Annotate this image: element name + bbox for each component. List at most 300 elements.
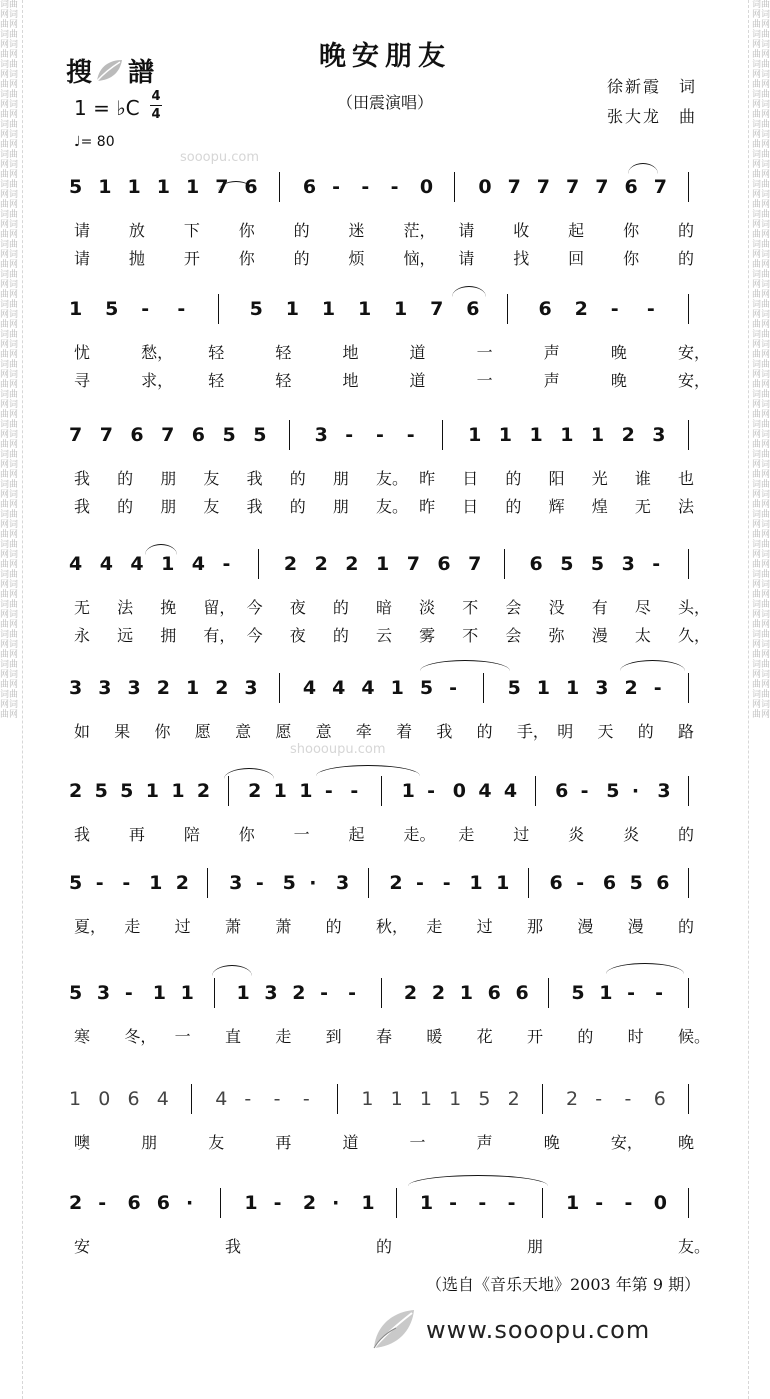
lyric-word: 夜 — [289, 626, 306, 645]
note: - — [332, 176, 341, 198]
lyric-word: 迷 — [348, 221, 365, 240]
note: 5 — [606, 780, 620, 802]
note: 3 — [264, 982, 278, 1004]
website-footer — [370, 1308, 650, 1352]
note: 1 — [98, 176, 112, 198]
source-note: （选自《音乐天地》2003 年第 9 期） — [426, 1275, 701, 1294]
note: 2 — [431, 982, 446, 1004]
bar-line — [528, 868, 529, 898]
note: 2 — [302, 1192, 317, 1214]
note: 1 — [127, 176, 141, 198]
note: - — [478, 1192, 487, 1214]
note: 6 — [156, 1192, 170, 1214]
lyric-word: 走 — [124, 917, 141, 936]
bar-line — [228, 776, 229, 806]
time-signature-top: 4 — [151, 89, 161, 104]
lyric-word: 的 — [577, 1027, 594, 1046]
note: - — [416, 872, 424, 894]
lyric-word: 夏， — [74, 917, 107, 936]
lyric-word: 路 — [678, 722, 695, 741]
bar-line — [535, 776, 536, 806]
lyric-word: 直 — [225, 1027, 242, 1046]
bar-line — [542, 1084, 543, 1114]
note: 1 — [145, 780, 159, 802]
note: 1 — [401, 780, 415, 802]
lyric-word: 一 — [476, 343, 493, 362]
note: 0 — [98, 1088, 111, 1110]
note: - — [361, 176, 370, 198]
note: 5 — [590, 553, 605, 575]
note: 0 — [452, 780, 466, 802]
lyric-word: 过 — [174, 917, 191, 936]
note: 4 — [478, 780, 492, 802]
note: 2 — [292, 982, 306, 1004]
lyric-word: 阳 — [548, 469, 565, 488]
lyric-word: 我 — [436, 722, 453, 741]
lyric-word: 收 — [513, 221, 530, 240]
lyric-word: 无 — [634, 497, 651, 516]
note: - — [449, 1192, 457, 1214]
note: - — [273, 1192, 282, 1214]
note: 5 — [282, 872, 296, 894]
lyric-word: 你 — [623, 221, 640, 240]
note: 4 — [302, 677, 317, 699]
lyric-word: 我 — [74, 469, 91, 488]
logo-text-right: 譜 — [128, 58, 157, 88]
note: 6 — [515, 982, 529, 1004]
time-signature-bottom: 4 — [151, 107, 161, 122]
lyric-word: 拥 — [160, 626, 177, 645]
note: 6 — [549, 872, 563, 894]
lyric-word: 没 — [548, 598, 565, 617]
note: 4 — [69, 553, 83, 575]
lyric-word: 朋 — [160, 469, 177, 488]
note: - — [406, 424, 415, 446]
lyric-word: 求， — [141, 371, 174, 390]
note: 1 — [357, 298, 372, 320]
note: 6 — [653, 1088, 666, 1110]
note: 2 — [403, 982, 418, 1004]
side-watermark-right: 词曲网词曲网词曲网词曲网词曲网词曲网词曲网词曲网词曲网词曲网词曲网词曲网词曲网词曲网词曲网词曲网词曲网词曲网词曲网词曲网词曲网词曲网词曲网词曲网词曲网词曲网词曲网词曲网词曲网词曲网词曲网词曲网词曲网词曲网词曲网词曲网词曲网词曲网词曲网词曲网词曲网词曲网词曲网词曲网词曲网词曲网词曲网词曲网 — [752, 0, 770, 720]
note: 1 — [419, 1192, 434, 1214]
lyric-word: 到 — [325, 1027, 342, 1046]
lyric-word: 友 — [203, 469, 220, 488]
lyric-word: 漫 — [591, 626, 608, 645]
bar-line — [688, 172, 689, 202]
lyric-word: 萧 — [225, 917, 242, 936]
note: - — [610, 298, 619, 320]
lyric-word: 候。 — [678, 1027, 711, 1046]
note: 5 — [222, 424, 236, 446]
note: 3 — [335, 872, 350, 894]
lyric-word: 的 — [289, 469, 306, 488]
note: - — [244, 1088, 252, 1110]
lyric-word: 地 — [342, 371, 359, 390]
lyric-word: 如 — [74, 722, 91, 741]
note: 3 — [229, 872, 243, 894]
lyric-word: 昨 — [419, 469, 436, 488]
note: 5 — [105, 298, 119, 320]
lyric-word: 友。 — [376, 469, 409, 488]
bar-line — [381, 776, 382, 806]
note: 5 — [629, 872, 643, 894]
lyric-word: 我 — [246, 469, 263, 488]
note: 1 — [566, 1192, 580, 1214]
bar-line — [220, 1188, 221, 1218]
lyric-word: 我 — [246, 497, 263, 516]
lyric-word: 远 — [117, 626, 134, 645]
note: 7 — [536, 176, 551, 198]
note: 3 — [96, 982, 111, 1004]
note: 6 — [529, 553, 543, 575]
lyric-word: 时 — [627, 1027, 644, 1046]
lyric-word: 萧 — [275, 917, 292, 936]
note: - — [222, 553, 231, 575]
note: 1 — [185, 677, 200, 699]
note: 1 — [536, 677, 551, 699]
bar-line — [507, 294, 508, 324]
lyric-word: 友 — [203, 497, 220, 516]
note: 5 — [560, 553, 574, 575]
note: 7 — [69, 424, 83, 446]
lyric-word: 果 — [114, 722, 131, 741]
lyric-word: 也 — [678, 469, 695, 488]
bar-line — [542, 1188, 543, 1218]
bar-line — [548, 978, 549, 1008]
side-watermark-left: 词曲网词曲网词曲网词曲网词曲网词曲网词曲网词曲网词曲网词曲网词曲网词曲网词曲网词曲网词曲网词曲网词曲网词曲网词曲网词曲网词曲网词曲网词曲网词曲网词曲网词曲网词曲网词曲网词曲网词曲网词曲网词曲网词曲网词曲网词曲网词曲网词曲网词曲网词曲网词曲网词曲网词曲网词曲网词曲网词曲网词曲网词曲网词曲网 — [0, 0, 18, 720]
note: 1 — [590, 424, 605, 446]
note: - — [348, 982, 356, 1004]
note: 4 — [503, 780, 518, 802]
lyric-word: 走 — [275, 1027, 292, 1046]
note: 4 — [361, 677, 375, 699]
note: 2 — [69, 780, 83, 802]
note: - — [122, 872, 131, 894]
note: 1 — [156, 176, 170, 198]
lyric-word: 一 — [293, 825, 310, 844]
lyric-word: 谁 — [634, 469, 651, 488]
note: - — [255, 872, 264, 894]
bar-line — [381, 978, 382, 1008]
lyric-word: 烦 — [348, 249, 365, 268]
lyric-word: 秋， — [376, 917, 409, 936]
note: 5 — [507, 677, 521, 699]
note: - — [350, 780, 359, 802]
lyric-word: 道 — [342, 1133, 359, 1152]
lyric-word: 起 — [348, 825, 365, 844]
lyric-word: 再 — [128, 825, 145, 844]
note: 0 — [653, 1192, 667, 1214]
note: - — [627, 982, 636, 1004]
tempo-value: = 80 — [80, 134, 115, 150]
note: - — [595, 1192, 604, 1214]
note: 6 — [538, 298, 552, 320]
lyric-word: 日 — [462, 469, 479, 488]
note: - — [141, 298, 150, 320]
watermark: sooopu.com — [180, 150, 260, 165]
note: 2 — [389, 872, 403, 894]
note: 6 — [302, 176, 317, 198]
note: 6 — [244, 176, 258, 198]
note: 1 — [361, 1192, 375, 1214]
note: 1 — [529, 424, 543, 446]
lyric-word: 下 — [183, 221, 200, 240]
lyric-word: 道 — [409, 371, 426, 390]
lyric-word: 太 — [634, 626, 651, 645]
bar-line — [454, 172, 455, 202]
lyric-word: 我 — [225, 1237, 242, 1256]
note: 1 — [419, 1088, 432, 1110]
note: 1 — [459, 982, 473, 1004]
note: 6 — [602, 872, 617, 894]
lyric-word: 有 — [591, 598, 608, 617]
note: 1 — [285, 298, 299, 320]
lyric-word: 牵 — [355, 722, 372, 741]
note: - — [442, 872, 451, 894]
note: 1 — [361, 1088, 374, 1110]
lyric-word: 弥 — [548, 626, 565, 645]
bar-line — [279, 673, 280, 703]
note: - — [580, 780, 589, 802]
lyric-word: 的 — [376, 1237, 393, 1256]
note: 1 — [69, 298, 83, 320]
lyric-word: 朋 — [160, 497, 177, 516]
note: 2 — [175, 872, 190, 894]
lyric-word: 请 — [74, 221, 91, 240]
note: 5 — [419, 677, 434, 699]
lyric-word: 尽 — [634, 598, 651, 617]
note: 1 — [599, 982, 613, 1004]
tempo-marking — [74, 134, 115, 150]
lyric-word: 你 — [238, 221, 255, 240]
note: 7 — [161, 424, 175, 446]
note: - — [427, 780, 436, 802]
lyric-word: 走 — [458, 825, 475, 844]
lyric-word: 明 — [557, 722, 574, 741]
lyric-word: 一 — [174, 1027, 191, 1046]
lyric-word: 的 — [678, 917, 695, 936]
quarter-note-icon: ♩ — [74, 134, 81, 150]
note: 1 — [498, 424, 513, 446]
lyric-word: 辉 — [548, 497, 565, 516]
lyric-word: 永 — [74, 626, 91, 645]
note: 2 — [215, 677, 229, 699]
note: 3 — [657, 780, 671, 802]
note: 4 — [130, 553, 144, 575]
lyric-word: 忧 — [74, 343, 91, 362]
note: 7 — [468, 553, 482, 575]
time-signature — [150, 90, 162, 121]
note: 5 — [69, 982, 83, 1004]
note: 3 — [621, 553, 635, 575]
lyric-word: 友 — [208, 1133, 225, 1152]
note: · — [185, 1192, 194, 1214]
note: - — [302, 1088, 310, 1110]
note: 2 — [621, 424, 635, 446]
note: 3 — [314, 424, 328, 446]
note: 2 — [314, 553, 328, 575]
lyric-word: 轻 — [208, 343, 225, 362]
note: 1 — [171, 780, 185, 802]
note: 1 — [69, 1088, 82, 1110]
note: - — [449, 677, 457, 699]
note: 5 — [478, 1088, 491, 1110]
bar-line — [368, 868, 369, 898]
lyric-word: 轻 — [208, 371, 225, 390]
note: - — [595, 1088, 603, 1110]
lyric-word: 漫 — [577, 917, 594, 936]
note: 6 — [437, 553, 451, 575]
note: 0 — [478, 176, 492, 198]
lyric-word: 的 — [637, 722, 654, 741]
note: - — [177, 298, 186, 320]
note: 7 — [215, 176, 229, 198]
lyric-word: 愿 — [275, 722, 292, 741]
bar-line — [207, 868, 208, 898]
lyric-word: 的 — [289, 497, 306, 516]
bar-line — [688, 1084, 689, 1114]
note: 2 — [624, 677, 638, 699]
bar-line — [442, 420, 443, 450]
lyric-word: 暗 — [376, 598, 393, 617]
bar-line — [396, 1188, 397, 1218]
lyric-word: 你 — [623, 249, 640, 268]
note: 3 — [652, 424, 666, 446]
note: 2 — [196, 780, 211, 802]
note: 1 — [149, 872, 163, 894]
lyric-word: 的 — [325, 917, 342, 936]
note: 1 — [496, 872, 510, 894]
lyric-word: 的 — [117, 469, 134, 488]
lyric-word: 不 — [462, 598, 479, 617]
lyric-word: 意 — [315, 722, 332, 741]
lyric-word: 有， — [203, 626, 236, 645]
bar-line — [688, 776, 689, 806]
lyric-word: 安 — [74, 1237, 91, 1256]
lyric-word: 请 — [458, 249, 475, 268]
bar-line — [289, 420, 290, 450]
lyric-word: 不 — [462, 626, 479, 645]
note: 1 — [321, 298, 336, 320]
bar-line — [258, 549, 259, 579]
note: 5 — [120, 780, 134, 802]
lyric-word: 法 — [678, 497, 695, 516]
lyric-word: 请 — [74, 249, 91, 268]
note: 6 — [466, 298, 480, 320]
lyric-word: 走 — [426, 917, 443, 936]
lyric-word: 恼， — [403, 249, 436, 268]
lyric-word: 开 — [527, 1027, 544, 1046]
note: - — [320, 982, 329, 1004]
lyric-word: 声 — [543, 343, 560, 362]
lyric-word: 炎 — [568, 825, 585, 844]
lyricist-credit: 徐新霞 词 — [607, 77, 698, 96]
note: - — [95, 872, 104, 894]
lyric-word: 淡 — [419, 598, 436, 617]
note: 7 — [430, 298, 444, 320]
lyric-word: 噢 — [74, 1133, 91, 1152]
bar-line — [688, 868, 689, 898]
lyric-word: 的 — [678, 249, 695, 268]
note: - — [390, 176, 399, 198]
lyric-word: 的 — [476, 722, 493, 741]
note: - — [576, 872, 585, 894]
lyric-word: 轻 — [275, 343, 292, 362]
lyric-word: 声 — [476, 1133, 493, 1152]
lyric-word: 晚 — [610, 371, 627, 390]
note: 5 — [69, 872, 83, 894]
note: 7 — [653, 176, 667, 198]
lyric-word: 茫， — [403, 221, 436, 240]
lyric-word: 愿 — [194, 722, 211, 741]
lyric-word: 你 — [238, 249, 255, 268]
note: 1 — [468, 424, 482, 446]
lyric-word: 着 — [396, 722, 413, 741]
lyric-word: 找 — [513, 249, 530, 268]
key-signature: 1 = ♭C — [74, 96, 140, 120]
note: - — [124, 982, 133, 1004]
lyric-word: 一 — [409, 1133, 426, 1152]
note: - — [652, 553, 661, 575]
note: 2 — [156, 677, 170, 699]
note: · — [332, 1192, 340, 1214]
note: 7 — [566, 176, 580, 198]
bar-line — [337, 1084, 338, 1114]
lyric-word: 炎 — [623, 825, 640, 844]
lyric-word: 你 — [154, 722, 171, 741]
lyric-word: 的 — [293, 221, 310, 240]
note: - — [98, 1192, 107, 1214]
note: 2 — [248, 780, 262, 802]
watermark: shoooupu.com — [290, 742, 386, 757]
lyric-word: 的 — [505, 469, 522, 488]
note: - — [273, 1088, 281, 1110]
lyric-word: 晚 — [610, 343, 627, 362]
lyric-word: 久， — [678, 626, 711, 645]
note: 7 — [406, 553, 420, 575]
lyric-word: 夜 — [289, 598, 306, 617]
lyric-word: 的 — [332, 598, 349, 617]
lyric-word: 雾 — [419, 626, 436, 645]
lyric-word: 抛 — [128, 249, 145, 268]
bar-line — [483, 673, 484, 703]
note: 6 — [127, 1192, 141, 1214]
lyric-word: 过 — [513, 825, 530, 844]
lyric-word: 会 — [505, 598, 522, 617]
lyric-word: 友。 — [376, 497, 409, 516]
bar-line — [279, 172, 280, 202]
note: 2 — [69, 1192, 83, 1214]
lyric-word: 请 — [458, 221, 475, 240]
lyric-word: 今 — [246, 626, 263, 645]
bar-line — [688, 673, 689, 703]
note: 5 — [94, 780, 108, 802]
lyric-word: 花 — [476, 1027, 493, 1046]
lyric-word: 留， — [203, 598, 236, 617]
lyric-word: 朋 — [332, 469, 349, 488]
lyric-word: 地 — [342, 343, 359, 362]
lyric-word: 今 — [246, 598, 263, 617]
bar-line — [688, 420, 689, 450]
note: 7 — [99, 424, 113, 446]
lyric-word: 晚 — [678, 1133, 695, 1152]
bar-line — [214, 978, 215, 1008]
lyric-word: 回 — [568, 249, 585, 268]
left-border — [22, 0, 23, 1399]
lyric-word: 开 — [183, 249, 200, 268]
note: · — [309, 872, 317, 894]
lyric-word: 春 — [376, 1027, 393, 1046]
